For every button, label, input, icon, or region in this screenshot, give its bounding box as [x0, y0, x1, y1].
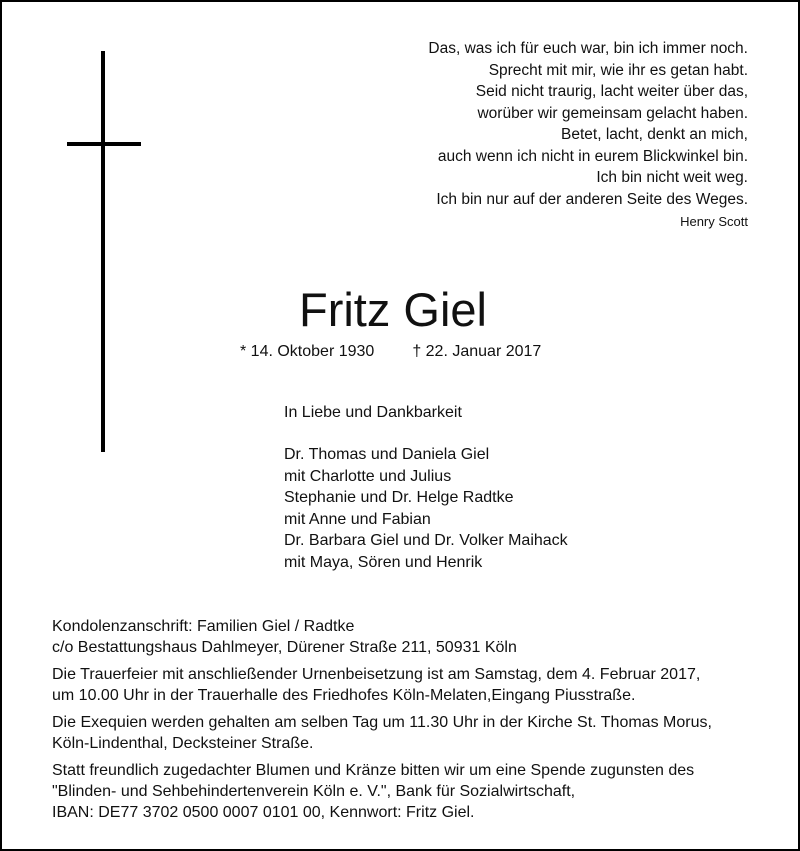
poem-line: Betet, lacht, denkt an mich,: [561, 126, 748, 143]
donation-info: [52, 760, 762, 823]
birth-date: * 14. Oktober 1930: [240, 343, 375, 360]
poem-line: Sprecht mit mir, wie ihr es getan habt.: [488, 61, 748, 79]
condolence-address: [52, 616, 762, 658]
family-line: Stephanie und Dr. Helge Radtke: [284, 489, 514, 507]
poem-line: Seid nicht traurig, lacht weiter über das,: [475, 83, 748, 100]
dedication: In Liebe und Dankbarkeit: [284, 404, 462, 421]
notice-line: "Blinden- und Sehbehindertenverein Köln e. V.", Bank für Sozialwirtschaft,: [52, 783, 576, 800]
family-line: mit Maya, Sören und Henrik: [284, 553, 483, 571]
notice-line: Statt freundlich zugedachter Blumen und Kränze bitten wir um eine Spende zugunsten des: [52, 762, 695, 779]
notices: [52, 616, 762, 829]
family-line: Dr. Thomas und Daniela Giel: [284, 446, 490, 463]
poem-line: Das, was ich für euch war, bin ich immer noch.: [428, 40, 748, 57]
poem-line: worüber wir gemeinsam gelacht haben.: [477, 104, 748, 122]
cross-icon-horizontal: [67, 142, 141, 146]
poem-line: auch wenn ich nicht in eurem Blickwinkel bin.: [437, 147, 748, 165]
family-line: mit Charlotte und Julius: [284, 467, 452, 485]
family-line: Dr. Barbara Giel und Dr. Volker Maihack: [284, 532, 568, 550]
notice-line: um 10.00 Uhr in der Trauerhalle des Friedhofes Köln-Melaten,Eingang Piusstraße.: [52, 687, 636, 704]
poem-author: Henry Scott: [680, 214, 748, 229]
poem-line: Ich bin nicht weit weg.: [596, 169, 748, 186]
notice-line: c/o Bestattungshaus Dahlmeyer, Dürener Straße 211, 50931 Köln: [52, 639, 517, 656]
cross-icon-vertical: [101, 51, 105, 452]
poem: [428, 38, 748, 210]
family-list: [284, 444, 568, 574]
notice-line: Die Trauerfeier mit anschließender Urnenbeisetzung ist am Samstag, dem 4. Februar 2017,: [52, 666, 701, 683]
poem-line: Ich bin nur auf der anderen Seite des Weges.: [436, 190, 748, 208]
life-dates: [240, 343, 541, 361]
notice-line: Die Exequien werden gehalten am selben Tag um 11.30 Uhr in der Kirche St. Thomas Morus,: [52, 714, 712, 731]
funeral-info: [52, 664, 762, 706]
notice-line: Kondolenzanschrift: Familien Giel / Radtke: [52, 618, 355, 635]
family-line: mit Anne und Fabian: [284, 510, 431, 528]
death-date: † 22. Januar 2017: [412, 343, 542, 360]
notice-line: Köln-Lindenthal, Decksteiner Straße.: [52, 735, 314, 752]
deceased-name: Fritz Giel: [299, 283, 487, 336]
notice-line: IBAN: DE77 3702 0500 0007 0101 00, Kennwort: Fritz Giel.: [52, 804, 475, 821]
exequies-info: [52, 712, 762, 754]
